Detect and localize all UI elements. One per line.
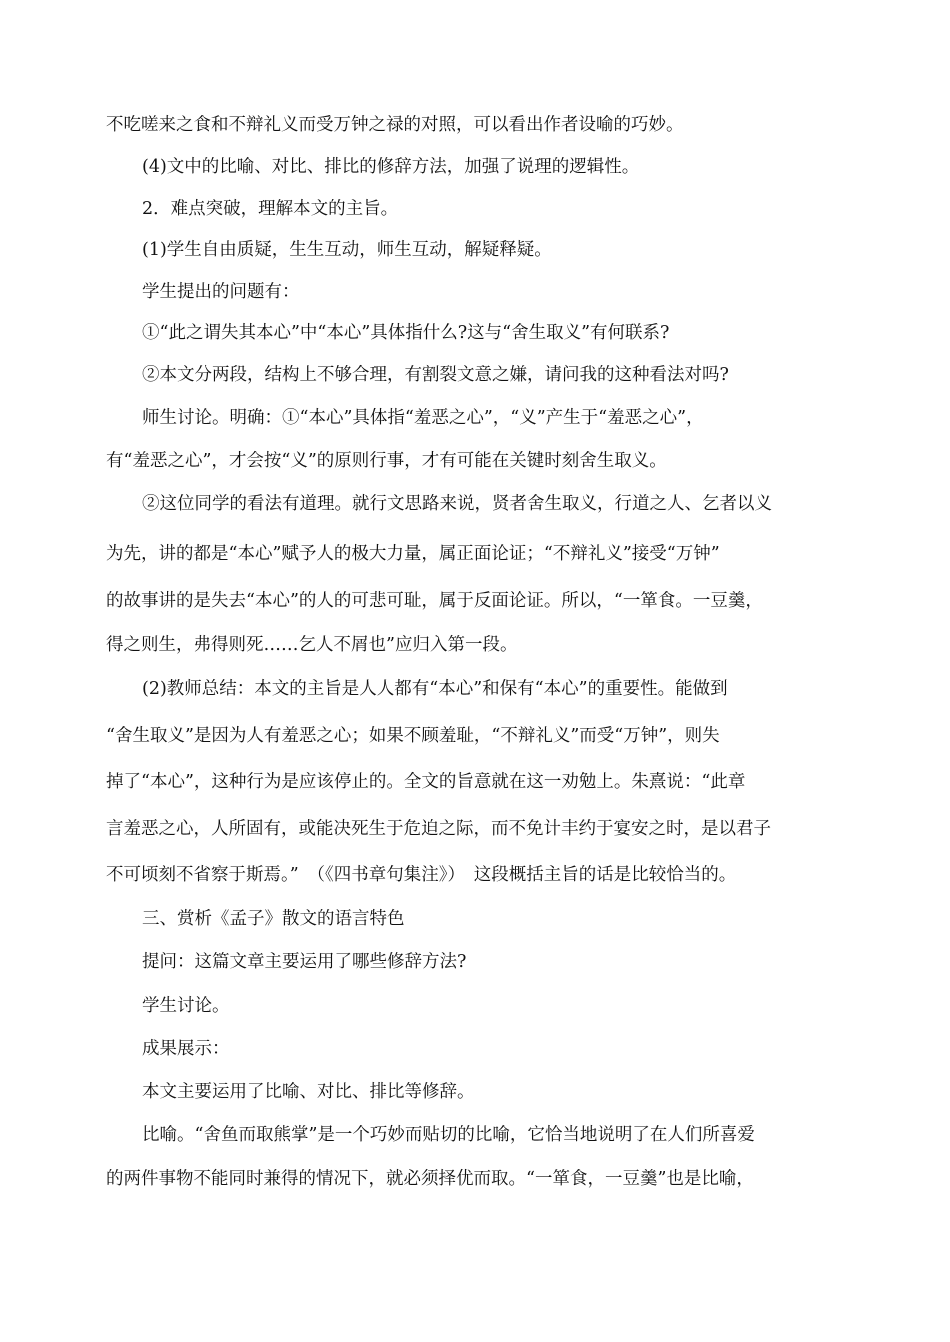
text-line: 2．难点突破，理解本文的主旨。 bbox=[142, 199, 399, 219]
text-line: 学生讨论。 bbox=[142, 996, 230, 1016]
text-line: 本文主要运用了比喻、对比、排比等修辞。 bbox=[142, 1082, 475, 1102]
text-line: 的两件事物不能同时兼得的情况下，就必须择优而取。“一箪食，一豆羹”也是比喻， bbox=[106, 1169, 754, 1189]
text-line: (2)教师总结：本文的主旨是人人都有“本心”和保有“本心”的重要性。能做到 bbox=[142, 679, 728, 699]
text-line: 为先，讲的都是“本心”赋予人的极大力量，属正面论证；“不辩礼义”接受“万钟” bbox=[106, 544, 720, 564]
text-line: ②本文分两段，结构上不够合理，有割裂文意之嫌，请问我的这种看法对吗? bbox=[142, 365, 729, 385]
text-line: 言羞恶之心，人所固有，或能决死生于危迫之际，而不免计丰约于宴安之时，是以君子 bbox=[106, 819, 771, 839]
text-line: 不吃嗟来之食和不辩礼义而受万钟之禄的对照，可以看出作者设喻的巧妙。 bbox=[106, 115, 684, 135]
text-line: 学生提出的问题有： bbox=[142, 282, 300, 302]
text-line: (1)学生自由质疑，生生互动，师生互动，解疑释疑。 bbox=[142, 240, 552, 260]
text-line: 师生讨论。明确：①“本心”具体指“羞恶之心”，“义”产生于“羞恶之心”， bbox=[142, 408, 704, 428]
text-line: 提问：这篇文章主要运用了哪些修辞方法? bbox=[142, 952, 467, 972]
text-line: “舍生取义”是因为人有羞恶之心；如果不顾羞耻，“不辩礼义”而受“万钟”，则失 bbox=[106, 726, 720, 746]
text-line: 的故事讲的是失去“本心”的人的可悲可耻，属于反面论证。所以，“一箪食。一豆羹， bbox=[106, 591, 763, 611]
text-line: (4)文中的比喻、对比、排比的修辞方法，加强了说理的逻辑性。 bbox=[142, 157, 640, 177]
text-line: 掉了“本心”，这种行为是应该停止的。全文的旨意就在这一劝勉上。朱熹说：“此章 bbox=[106, 772, 746, 792]
text-line: 成果展示： bbox=[142, 1039, 230, 1059]
text-line: 比喻。“舍鱼而取熊掌”是一个巧妙而贴切的比喻，它恰当地说明了在人们所喜爱 bbox=[142, 1125, 755, 1145]
text-line: ①“此之谓失其本心”中“本心”具体指什么?这与“舍生取义”有何联系? bbox=[142, 323, 670, 343]
text-line: ②这位同学的看法有道理。就行文思路来说，贤者舍生取义，行道之人、乞者以义 bbox=[142, 494, 772, 514]
text-line: 不可顷刻不省察于斯焉。” （《四书章句集注》） 这段概括主旨的话是比较恰当的。 bbox=[106, 865, 737, 885]
text-line: 有“羞恶之心”，才会按“义”的原则行事，才有可能在关键时刻舍生取义。 bbox=[106, 451, 667, 471]
text-line: 得之则生，弗得则死……乞人不屑也”应归入第一段。 bbox=[106, 635, 518, 655]
section-heading: 三、赏析《孟子》散文的语言特色 bbox=[142, 909, 405, 929]
